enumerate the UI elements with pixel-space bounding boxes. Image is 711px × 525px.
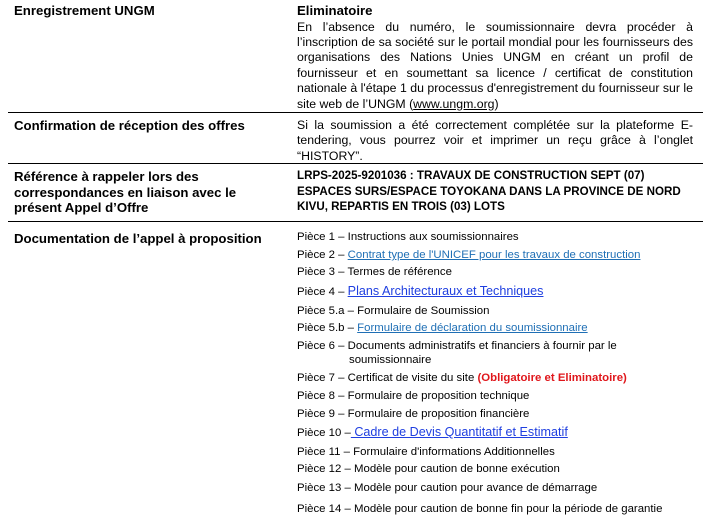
piece-title: Modèle pour caution de bonne exécution [354,463,560,475]
piece-prefix: Pièce 11 – [297,446,354,458]
row-label: Confirmation de réception des offres [14,118,245,133]
piece-title: Instructions aux soumissionnaires [347,231,519,243]
piece-title: Documents administratifs et financiers à fournir par le [347,340,617,352]
row-label: Documentation de l’appel à proposition [14,231,262,246]
piece-item [297,231,693,245]
piece-item [297,426,693,441]
piece-item [297,305,693,319]
piece-title: Certificat de visite du site [347,372,478,384]
piece-title: Formulaire de proposition financière [347,408,530,420]
piece-title-continued: soumissionnaire [349,353,432,366]
piece-prefix: Pièce 10 – [297,427,351,439]
piece-item [297,390,693,404]
piece-item [297,249,693,263]
ungm-link[interactable]: www.ungm.org [413,96,495,111]
piece-prefix: Pièce 5.b – [297,322,358,334]
piece-prefix: Pièce 12 – [297,463,354,475]
piece-prefix: Pièce 5.a – [297,305,358,317]
ungm-instructions: En l’absence du numéro, le soumissionnaire devra procéder à l’inscription de sa société sur le portail mondial pour les fournisseurs des organisations des Nations Unies UNGM en créant un profil de fournisseur et en soumettant sa licence / certificat de constitution nationale à l'étape 1 du processus d'enregistrement du fournisseur sur le site web de l’UNGM (www.ungm.org) [297,19,693,111]
piece-item [297,266,693,280]
piece-link[interactable]: Formulaire de déclaration du soumissionnaire [357,322,588,334]
piece-prefix: Pièce 4 – [297,286,348,298]
piece-prefix: Pièce 8 – [297,390,348,402]
piece-item [297,463,693,477]
piece-prefix: Pièce 9 – [297,408,348,420]
piece-item [297,408,693,422]
row-label: Enregistrement UNGM [14,3,155,18]
row-content [297,3,693,112]
piece-title: Modèle pour caution pour avance de démarrage [354,482,598,494]
row-documentation [0,222,711,525]
piece-emphasis: (Obligatoire et Eliminatoire) [477,372,627,384]
row-reference [0,164,711,222]
piece-title: Termes de référence [347,266,452,278]
piece-item [297,446,693,460]
piece-item [297,503,693,517]
piece-title: Formulaire de proposition technique [347,390,530,402]
row-receipt-confirmation [0,113,711,164]
piece-item [297,372,693,386]
piece-item [297,340,693,367]
piece-link[interactable]: Cadre de Devis Quantitatif et Estimatif [350,425,568,439]
piece-item [297,482,693,496]
piece-link[interactable]: Contrat type de l'UNICEF pour les travaux de construction [347,249,641,261]
piece-prefix: Pièce 1 – [297,231,348,243]
piece-link[interactable]: Plans Architecturaux et Techniques [347,284,544,298]
reference-text: LRPS-2025-9201036 : TRAVAUX DE CONSTRUCTION SEPT (07) ESPACES SURS/ESPACE TOYOKANA DANS LA PROVINCE DE NORD KIVU, REPARTIS EN TROIS (03) LOTS [297,169,681,214]
piece-prefix: Pièce 14 – [297,503,354,515]
eliminatory-heading: Eliminatoire [297,3,373,18]
row-label: Référence à rappeler lors des correspondances en liaison avec le présent Appel d’Offre [14,169,237,215]
piece-item [297,285,693,300]
piece-title: Formulaire de Soumission [357,305,490,317]
row-ungm-registration [0,0,711,113]
piece-prefix: Pièce 13 – [297,482,354,494]
piece-prefix: Pièce 7 – [297,372,348,384]
piece-title: Formulaire d'informations Additionnelles [353,446,555,458]
piece-prefix: Pièce 3 – [297,266,348,278]
ungm-instructions-text: En l’absence du numéro, le soumissionnaire devra procéder à l’inscription de sa société sur le portail mondial pour les fournisseurs des organisations des Nations Unies UNGM en créant un profil de fournisseur et en soumettant sa licence / certificat de constitution nationale à l'étape 1 du processus d'enregistrement du fournisseur sur le site web de l’UNGM [297,19,693,111]
piece-title: Modèle pour caution de bonne fin pour la période de garantie [354,503,663,515]
receipt-text: Si la soumission a été correctement complétée sur la plateforme E-tendering, vous pourrez voir et imprimer un reçu grâce à l’onglet “HISTORY”. [297,118,693,163]
piece-prefix: Pièce 6 – [297,340,348,352]
piece-prefix: Pièce 2 – [297,249,348,261]
piece-item [297,322,693,336]
